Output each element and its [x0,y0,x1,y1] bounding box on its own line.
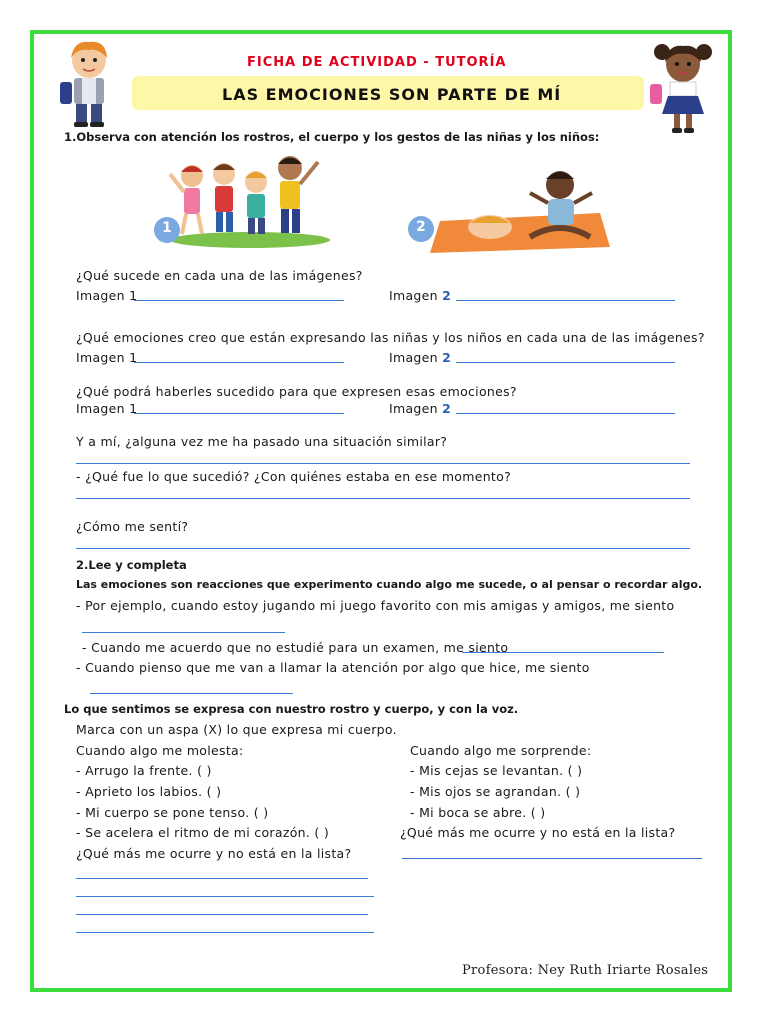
imagen1-label: Imagen 1 [76,288,138,303]
left-list-item[interactable]: - Arrugo la frente. ( ) [76,763,212,778]
children-on-mat-illustration [430,155,616,255]
left-list-title: Cuando algo me molesta: [76,743,244,758]
question-3: ¿Qué podrá haberles sucedido para que expresen esas emociones? [76,384,517,399]
right-list-item[interactable]: - Mis ojos se agrandan. ( ) [410,784,581,799]
image-badge-2-number: 2 [416,219,426,235]
answer-line[interactable] [134,413,344,414]
answer-line[interactable] [76,548,690,549]
left-list-item[interactable]: - Mi cuerpo se pone tenso. ( ) [76,805,269,820]
answer-line[interactable] [462,652,664,653]
activity-subtitle: FICHA DE ACTIVIDAD - TUTORÍA [247,55,507,70]
question-6: ¿Cómo me sentí? [76,519,189,534]
left-more-question: ¿Qué más me ocurre y no está en la lista? [76,846,352,861]
answer-line[interactable] [456,300,675,301]
answer-line[interactable] [456,362,675,363]
right-list-title: Cuando algo me sorprende: [410,743,592,758]
boy-illustration [54,38,124,130]
left-list-item[interactable]: - Aprieto los labios. ( ) [76,784,222,799]
answer-line[interactable] [76,914,368,915]
right-more-question: ¿Qué más me ocurre y no está en la lista? [400,825,676,840]
imagen2-label: Imagen 2 [389,288,452,303]
answer-line[interactable] [402,858,702,859]
teacher-name: Profesora: Ney Ruth Iriarte Rosales [462,963,709,978]
right-list-item[interactable]: - Mi boca se abre. ( ) [410,805,546,820]
imagen2-label: Imagen 2 [389,350,452,365]
section2-heading: 2.Lee y completa [76,558,187,572]
girl-illustration [648,40,718,136]
section1-instruction: 1.Observa con atención los rostros, el cuerpo y los gestos de las niñas y los niños: [64,130,600,144]
answer-line[interactable] [82,632,285,633]
right-list-item[interactable]: - Mis cejas se levantan. ( ) [410,763,583,778]
question-2: ¿Qué emociones creo que están expresando las niñas y los niños en cada una de las imágenes? [76,330,705,345]
answer-line[interactable] [134,300,344,301]
answer-line[interactable] [76,463,690,464]
question-5: - ¿Qué fue lo que sucedió? ¿Con quiénes estaba en ese momento? [76,469,512,484]
question-1: ¿Qué sucede en cada una de las imágenes? [76,268,363,283]
sentence-3: - Cuando pienso que me van a llamar la atención por algo que hice, me siento [76,660,590,675]
question-4: Y a mí, ¿alguna vez me ha pasado una situación similar? [76,434,448,449]
answer-line[interactable] [76,896,374,897]
imagen1-label: Imagen 1 [76,350,138,365]
section3-instruction: Marca con un aspa (X) lo que expresa mi cuerpo. [76,722,397,737]
answer-line[interactable] [76,878,368,879]
page-title: LAS EMOCIONES SON PARTE DE MÍ [222,85,562,104]
answer-line[interactable] [76,932,374,933]
section2-statement: Las emociones son reacciones que experimento cuando algo me sucede, o al pensar o recordar algo. [76,578,703,591]
left-list-item[interactable]: - Se acelera el ritmo de mi corazón. ( ) [76,825,330,840]
answer-line[interactable] [90,693,293,694]
answer-line[interactable] [134,362,344,363]
answer-line[interactable] [76,498,690,499]
section3-heading: Lo que sentimos se expresa con nuestro rostro y cuerpo, y con la voz. [64,702,519,716]
imagen2-label: Imagen 2 [389,401,452,416]
sentence-2: - Cuando me acuerdo que no estudié para un examen, me siento [82,640,509,655]
answer-line[interactable] [456,413,675,414]
sentence-1: - Por ejemplo, cuando estoy jugando mi juego favorito con mis amigas y amigos, me siento [76,598,675,613]
imagen1-label: Imagen 1 [76,401,138,416]
image-badge-1-number: 1 [162,220,172,236]
